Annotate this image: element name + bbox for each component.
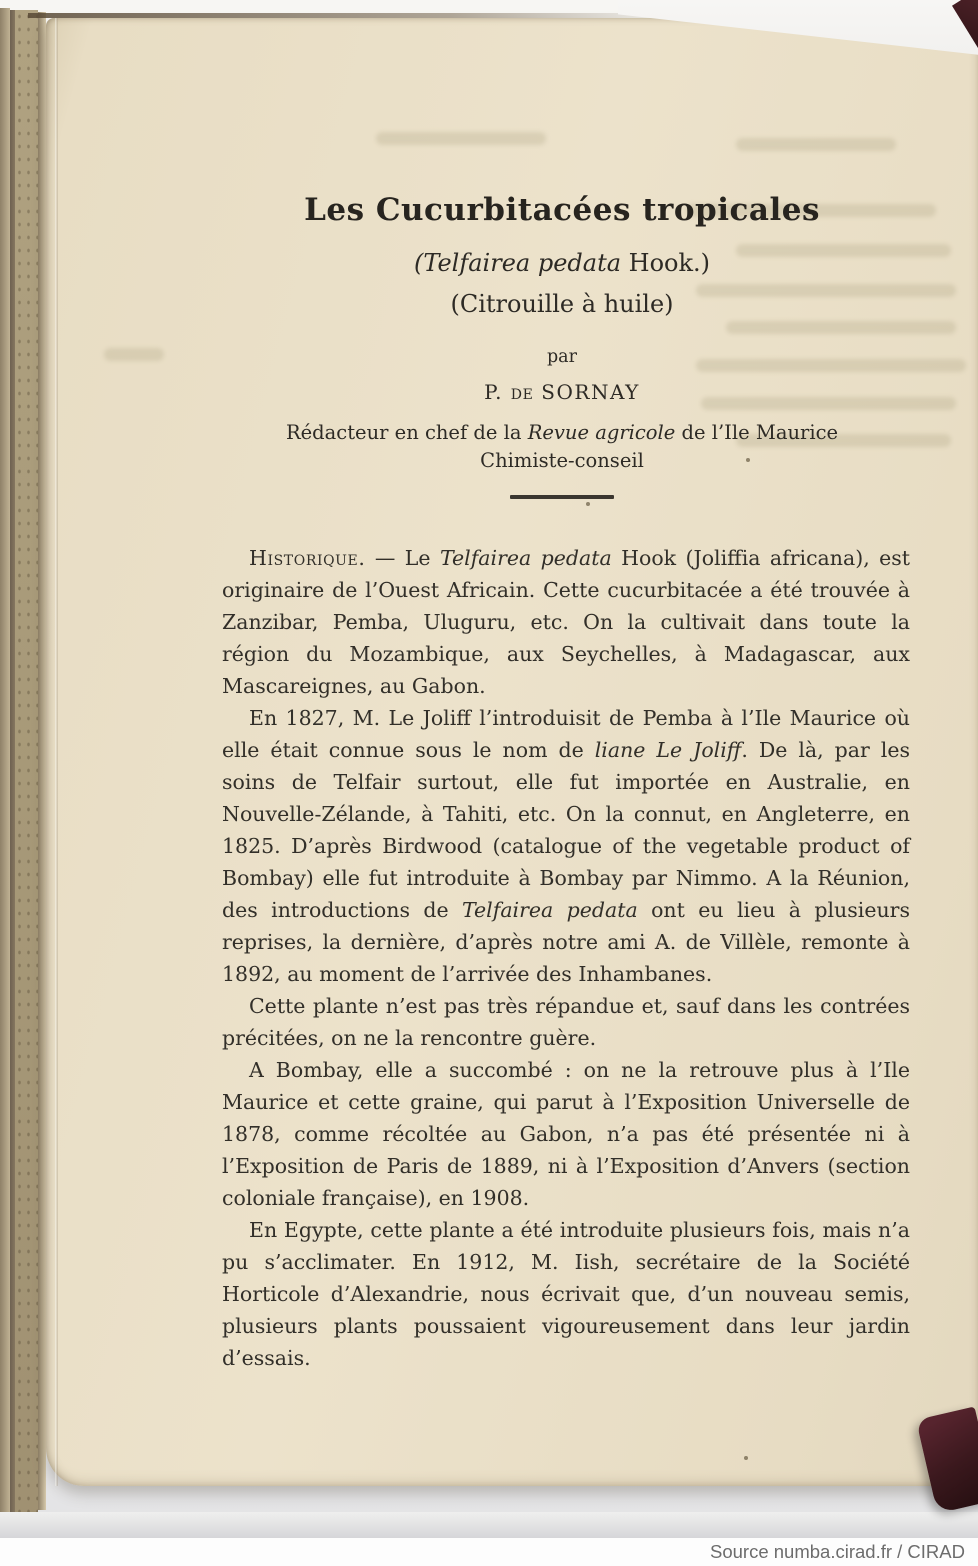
text-segment: En 1827, M. Le Joliff l’introduisit de Pemba à l’Ile Maurice où elle était connue sous le nom de	[222, 706, 910, 762]
text-segment: Rédacteur en chef de la	[285, 421, 528, 444]
book-cover-flyleaf-edge	[15, 10, 38, 1514]
author-name	[212, 380, 912, 404]
book-cover-corner-bottom	[916, 1406, 978, 1513]
text-segment: . De là, par les soins de Telfair surtout, elle fut importée en Australie, en Nouvelle-Zélande, à Tahiti, etc. On la connut, en Angleterre, en 1825. D’après Birdwood (catalogue of the vegetable product of Bombay) elle fut introduite à Bombay par Nimmo. A la Réunion, des introductions de	[222, 738, 910, 922]
byline-par: par	[546, 347, 577, 367]
paragraph	[222, 702, 910, 990]
text-segment: (Telfairea pedata	[413, 249, 629, 277]
article-subtitle-common: (Citrouille à huile)	[450, 290, 674, 318]
text-segment: de	[510, 380, 534, 404]
book-top-edge-line	[28, 13, 678, 18]
title-divider	[510, 495, 614, 499]
paragraph	[222, 542, 910, 702]
source-attribution-bar	[0, 1538, 978, 1566]
text-segment: liane Le Joliff	[594, 738, 742, 762]
article-heading	[212, 192, 912, 499]
photo-background-bottom	[0, 1512, 978, 1538]
text-segment: Telfairea pedata	[439, 546, 612, 570]
text-segment: de l’Ile Maurice	[675, 421, 839, 444]
text-segment: SORNAY	[533, 380, 640, 404]
text-segment: Telfairea pedata	[461, 898, 638, 922]
paragraph	[222, 990, 910, 1054]
source-attribution: Source numba.cirad.fr / CIRAD	[710, 1541, 965, 1562]
paper-speck	[586, 502, 590, 506]
paragraph	[222, 1054, 910, 1214]
text-segment: P.	[484, 380, 511, 404]
article-subtitle-latin	[212, 249, 912, 277]
text-segment: Historique.	[249, 546, 366, 570]
article-body	[222, 542, 910, 1374]
text-segment: A Bombay, elle a succombé : on ne la retrouve plus à l’Ile Maurice et cette graine, qui parut à l’Exposition Universelle de 1878, comme récoltée au Gabon, n’a pas été présentée ni à l’Exposition de Paris de 1889, ni à l’Exposition d’Anvers (section coloniale française), en 1908.	[222, 1058, 910, 1210]
book-page-edge-strip	[38, 12, 46, 1510]
text-segment: ont eu lieu à plusieurs reprises, la dernière, d’après notre ami A. de Villèle, remonte à 1892, au moment de l’arrivée des Inhambanes.	[222, 898, 910, 986]
author-role-2: Chimiste-conseil	[480, 449, 644, 472]
text-segment: Revue agricole	[527, 421, 676, 444]
paragraph	[222, 1214, 910, 1374]
text-segment: Hook.)	[628, 249, 711, 277]
book-page	[46, 18, 978, 1486]
article-title: Les Cucurbitacées tropicales	[304, 192, 820, 228]
text-segment: En Egypte, cette plante a été introduite plusieurs fois, mais n’a pu s’acclimater. En 1912, M. Iish, secrétaire de la Société Horticole d’Alexandrie, nous écrivait que, d’un nouveau semis, plusieurs plants poussaient vigoureusement dans leur jardin d’essais.	[222, 1218, 910, 1370]
paper-speck	[744, 1456, 748, 1460]
text-segment: Cette plante n’est pas très répandue et, sauf dans les contrées précitées, on ne la rencontre guère.	[222, 994, 910, 1050]
author-role-1	[212, 421, 912, 444]
text-segment: Hook (Joliffia africana), est originaire de l’Ouest Africain. Cette cucurbitacée a été trouvée à Zanzibar, Pemba, Uluguru, etc. On la cultivait dans toute la région du Mozambique, aux Seychelles, à Madagascar, aux Mascareignes, au Gabon.	[222, 546, 910, 698]
text-segment: — Le	[365, 546, 440, 570]
book-page-edge-strip	[0, 8, 10, 1512]
